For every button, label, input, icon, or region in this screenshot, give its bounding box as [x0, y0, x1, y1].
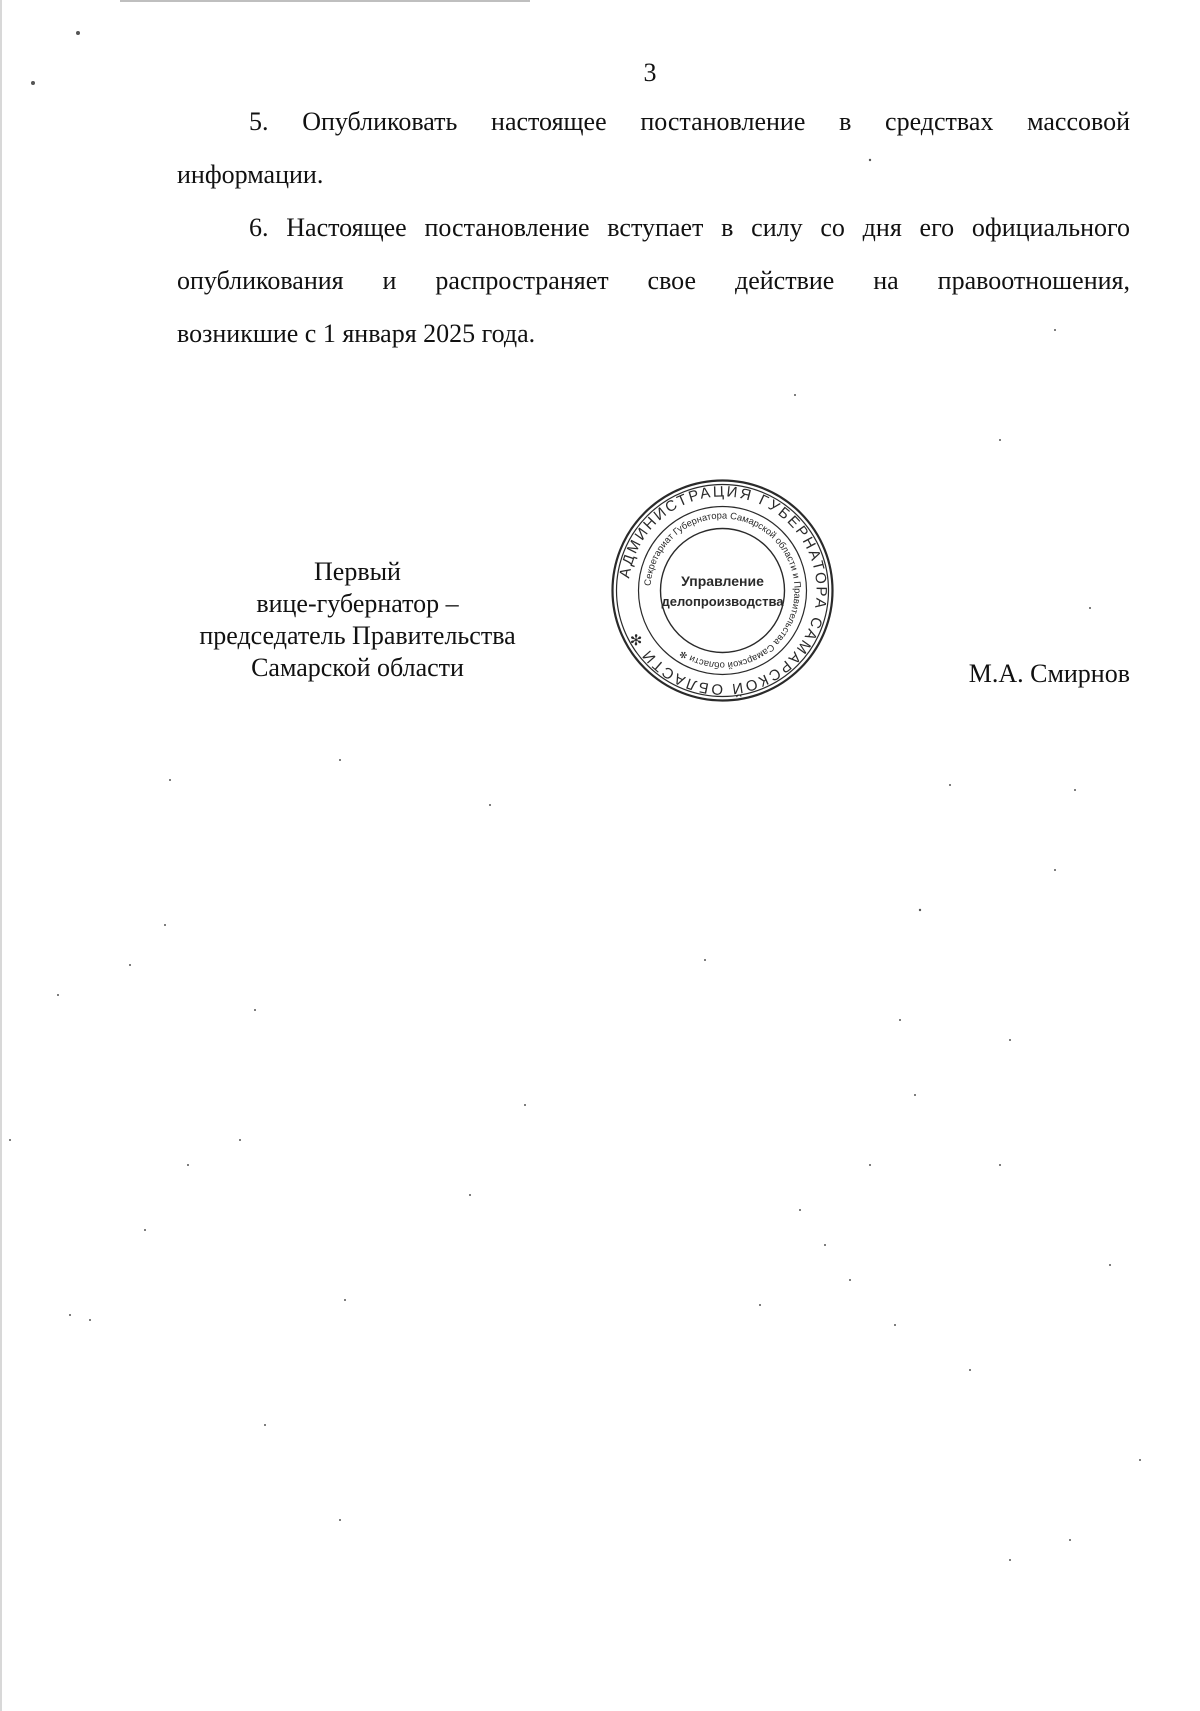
- paragraph-6-line-3: возникшие с 1 января 2025 года.: [177, 319, 536, 348]
- signatory-position-line: Самарской области: [251, 653, 464, 682]
- paragraph-5-line-1: 5. Опубликовать настоящее постановление в средствах массовой: [249, 107, 1130, 136]
- paragraph-6: [177, 201, 1130, 360]
- body-text: [177, 95, 1130, 360]
- seal-center-line-2: делопроизводства: [661, 594, 784, 609]
- official-seal-graphic: [610, 478, 835, 703]
- seal-middle-ring: [639, 507, 807, 675]
- seal-inner-ring: [661, 529, 785, 653]
- seal-inner-text: Секретариат Губернатора Самарской области и Правительства Самарской области ✻: [641, 509, 804, 672]
- official-seal: [610, 478, 835, 703]
- signatory-position-line: вице-губернатор –: [256, 589, 459, 618]
- paragraph-6-line-2: опубликования и распространяет свое действие на правоотношения,: [177, 266, 1130, 295]
- paragraph-5: [177, 95, 1130, 201]
- scan-edge-left: [0, 0, 2, 1711]
- signatory-position-line: Первый: [314, 557, 401, 586]
- scan-edge-top: [120, 0, 530, 2]
- seal-center-line-1: Управление: [681, 573, 764, 589]
- signatory-name: М.А. Смирнов: [968, 659, 1130, 688]
- paragraph-5-line-2: информации.: [177, 160, 324, 189]
- signatory-position-line: председатель Правительства: [199, 621, 516, 650]
- seal-outer-text: АДМИНИСТРАЦИЯ ГУБЕРНАТОРА САМАРСКОЙ ОБЛАСТИ ✻: [616, 483, 830, 698]
- signatory-position: [170, 556, 545, 684]
- page-number: 3: [643, 58, 657, 87]
- paragraph-6-line-1: 6. Настоящее постановление вступает в силу со дня его официального: [249, 213, 1130, 242]
